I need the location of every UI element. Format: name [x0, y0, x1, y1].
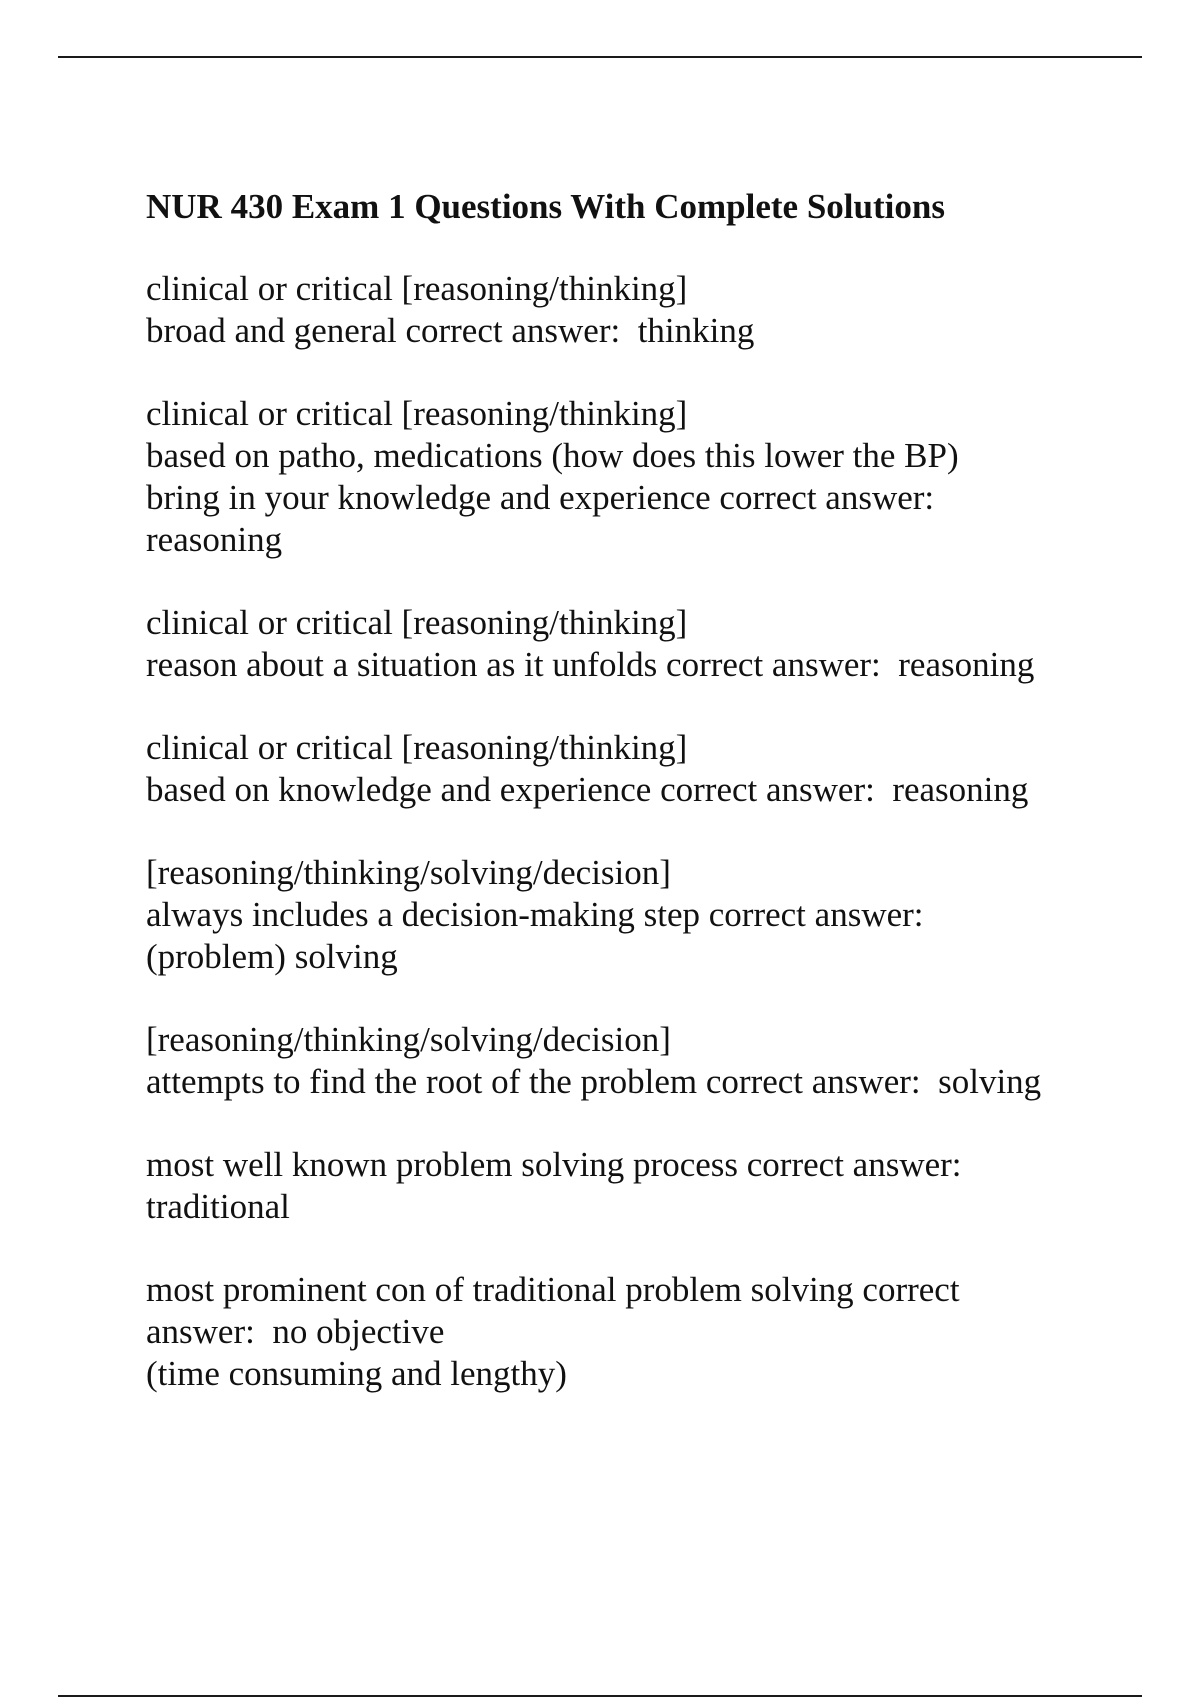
- entry-line: always includes a decision-making step correct answer:: [146, 895, 924, 934]
- entry-line: based on patho, medications (how does this lower the BP): [146, 436, 959, 475]
- entry-line: based on knowledge and experience correct answer: reasoning: [146, 770, 1029, 809]
- qa-entry: [146, 1144, 1106, 1228]
- entry-line: reasoning: [146, 520, 283, 559]
- entry-line: answer: no objective: [146, 1312, 445, 1351]
- top-divider: [58, 56, 1142, 58]
- qa-entry: [146, 393, 1106, 561]
- qa-entry: [146, 602, 1106, 686]
- qa-entry: [146, 1019, 1106, 1103]
- entry-line: attempts to find the root of the problem correct answer: solving: [146, 1062, 1042, 1101]
- entry-line: bring in your knowledge and experience correct answer:: [146, 478, 935, 517]
- entry-line: most well known problem solving process correct answer:: [146, 1145, 962, 1184]
- entry-line: traditional: [146, 1187, 290, 1226]
- entry-line: clinical or critical [reasoning/thinking]: [146, 728, 688, 767]
- qa-entry: [146, 1269, 1106, 1395]
- entry-line: [reasoning/thinking/solving/decision]: [146, 1020, 671, 1059]
- entry-line: broad and general correct answer: thinking: [146, 311, 755, 350]
- entry-line: (time consuming and lengthy): [146, 1354, 567, 1393]
- qa-entry: [146, 727, 1106, 811]
- entry-line: (problem) solving: [146, 937, 398, 976]
- entry-line: clinical or critical [reasoning/thinking]: [146, 603, 688, 642]
- bottom-divider: [58, 1695, 1142, 1697]
- document-title: NUR 430 Exam 1 Questions With Complete Solutions: [146, 187, 945, 226]
- qa-entry: [146, 268, 1106, 352]
- document-body: [146, 186, 1106, 1436]
- entry-line: clinical or critical [reasoning/thinking]: [146, 394, 688, 433]
- entry-line: clinical or critical [reasoning/thinking]: [146, 269, 688, 308]
- entry-line: [reasoning/thinking/solving/decision]: [146, 853, 671, 892]
- entry-line: reason about a situation as it unfolds correct answer: reasoning: [146, 645, 1035, 684]
- qa-entry: [146, 852, 1106, 978]
- entry-line: most prominent con of traditional problem solving correct: [146, 1270, 960, 1309]
